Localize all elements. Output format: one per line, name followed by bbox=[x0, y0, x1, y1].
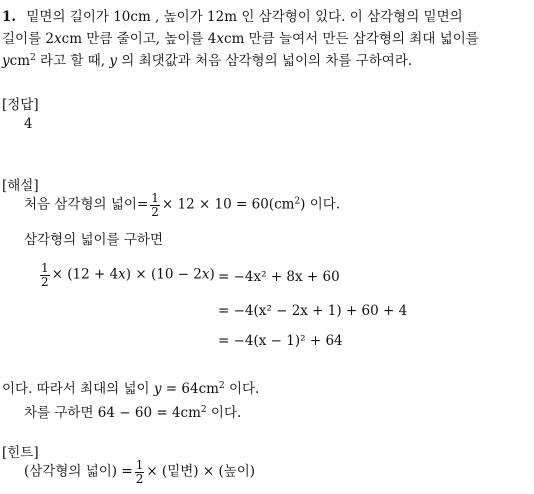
conclusion-line-2: 차를 구하면 $64 - 60 = 4cm^2$ 이다. bbox=[24, 405, 242, 421]
solution-line-2: 삼각형의 넓이를 구하면 bbox=[24, 232, 163, 248]
problem-line-3 bbox=[2, 49, 412, 69]
hint-label: [힌트] bbox=[2, 445, 39, 461]
var-y: y bbox=[109, 53, 118, 69]
problem-text-2c: cm 만큼 늘여서 만든 삼각형의 최대 넓이를 bbox=[224, 31, 479, 47]
problem-number: 1. bbox=[2, 9, 17, 25]
equation-lhs: $\frac{1}{2}$ × (12 + 4x) × (10 − 2x) bbox=[41, 261, 215, 289]
fraction-half: $\frac{1}{2}$ bbox=[151, 191, 159, 219]
problem-line-1 bbox=[2, 5, 463, 25]
problem-text-3a: 라고 할 때, bbox=[35, 53, 110, 69]
answer-value: 4 bbox=[24, 116, 33, 132]
problem-line-2 bbox=[2, 27, 479, 47]
solution-label: [해설] bbox=[2, 178, 39, 194]
var-x: x bbox=[216, 31, 225, 47]
fraction-half: $\frac{1}{2}$ bbox=[135, 458, 144, 486]
equation-rhs-2: = −4(x² − 2x + 1) + 60 + 4 bbox=[218, 303, 408, 319]
problem-text-3b: 의 최댓값과 처음 삼각형의 넓이의 차를 구하여라. bbox=[117, 53, 413, 69]
var-x: x bbox=[54, 31, 62, 47]
solution-text: ) 이다. bbox=[300, 196, 341, 213]
equation-rhs-3: = −4(x − 1)² + 64 bbox=[218, 333, 343, 349]
var-y: y bbox=[153, 381, 162, 397]
answer-label: [정답] bbox=[2, 97, 39, 113]
fraction-half: $\frac{1}{2}$ bbox=[41, 261, 49, 289]
solution-line-1 bbox=[24, 192, 340, 218]
equation-rhs-1: = −4x² + 8x + 60 bbox=[218, 269, 340, 285]
solution-text: 처음 삼각형의 넓이= bbox=[24, 196, 149, 213]
exponent: 2 bbox=[218, 381, 225, 391]
solution-text: × 12 × 10 = 60(cm bbox=[161, 196, 295, 213]
exponent: 2 bbox=[294, 196, 301, 207]
unit-cm: cm bbox=[9, 53, 31, 69]
exponent: 2 bbox=[30, 53, 36, 63]
var-y: y bbox=[2, 53, 10, 69]
hint-line: (삼각형의 넓이) = $\frac{1}{2}$ × (밑변) × (높이) bbox=[24, 458, 256, 486]
conclusion-line-1: 이다. 따라서 최대의 넓이 $y = 64cm^2$ 이다. bbox=[2, 381, 260, 397]
problem-text-1: 밑면의 길이가 10cm , 높이가 12m 인 삼각형이 있다. 이 삼각형의 밑면의 bbox=[26, 9, 463, 25]
problem-text-2b: cm 만큼 줄이고, 높이를 4 bbox=[61, 31, 217, 47]
exponent: 2 bbox=[200, 405, 207, 415]
problem-text-2a: 길이를 2 bbox=[2, 31, 55, 47]
